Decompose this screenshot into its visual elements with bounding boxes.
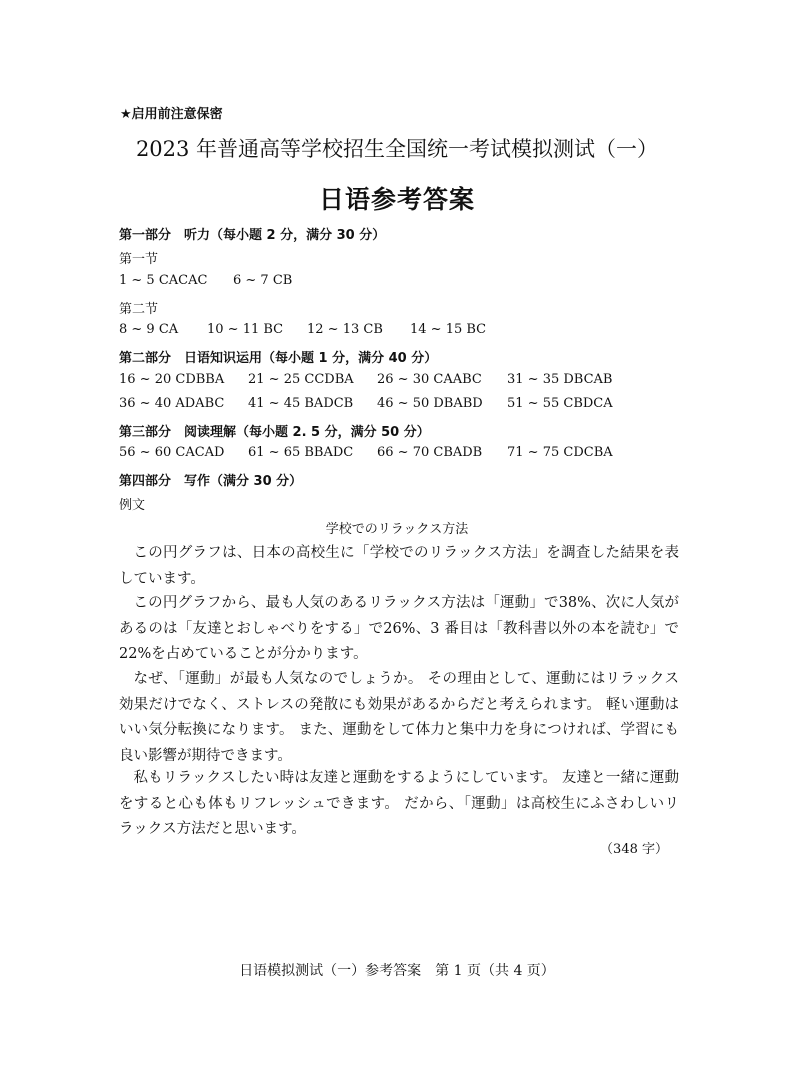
answer-row xyxy=(119,372,612,387)
answer-group: 61 ~ 65 BBADC xyxy=(248,445,354,460)
answer-group: 8 ~ 9 CA xyxy=(119,322,179,337)
part1-section2-label: 第二节 xyxy=(119,302,159,317)
answer-group: 56 ~ 60 CACAD xyxy=(119,445,225,460)
answer-group: 10 ~ 11 BC xyxy=(207,322,284,337)
answer-group: 21 ~ 25 CCDBA xyxy=(248,372,354,387)
example-label: 例文 xyxy=(119,498,146,513)
part1-section1-label: 第一节 xyxy=(119,252,159,267)
answer-group: 12 ~ 13 CB xyxy=(307,322,383,337)
answer-group: 36 ~ 40 ADABC xyxy=(119,396,225,411)
confidential-notice: ★启用前注意保密 xyxy=(120,107,223,122)
answer-group: 26 ~ 30 CAABC xyxy=(377,372,482,387)
page-footer: 日语模拟测试（一）参考答案 第 1 页（共 4 页） xyxy=(239,963,555,979)
essay-paragraph: この円グラフは、日本の高校生に「学校でのリラックス方法」を調査した結果を表しています。 xyxy=(119,545,679,587)
answer-group: 51 ~ 55 CBDCA xyxy=(507,396,613,411)
answer-row xyxy=(119,396,613,411)
answer-row xyxy=(119,322,486,337)
answer-group: 31 ~ 35 DBCAB xyxy=(507,372,613,387)
answer-group: 66 ~ 70 CBADB xyxy=(377,445,483,460)
essay-paragraph: なぜ、「運動」が最も人気なのでしょうか。 その理由として、運動にはリラックス効果だけでなく、ストレスの発散にも効果があるからだと考えられます。 軽い運動はいい気分転換になります。 また、運動をして体力と集中力を身につければ、学習にも良い影響が期待できます。 xyxy=(119,671,679,764)
essay-paragraph: この円グラフから、最も人気のあるリラックス方法は「運動」で38%、次に人気があるのは「友達とおしゃべりをする」で26%、3 番目は「教科書以外の本を読む」で22%を占めていることが分かります。 xyxy=(119,595,679,662)
answer-group: 14 ~ 15 BC xyxy=(410,322,487,337)
part1-heading: 第一部分 听力（每小题 2 分，满分 30 分） xyxy=(119,228,386,243)
page-title: 日语参考答案 xyxy=(318,185,475,214)
character-count: （348 字） xyxy=(600,842,668,857)
answer-group: 71 ~ 75 CDCBA xyxy=(507,445,613,460)
part4-heading: 第四部分 写作（满分 30 分） xyxy=(119,474,303,489)
answer-group: 46 ~ 50 DBABD xyxy=(377,396,483,411)
answer-group: 6 ~ 7 CB xyxy=(233,273,293,288)
essay-paragraph: 私もリラックスしたい時は友達と運動をするようにしています。 友達と一緒に運動をすると心も体もリフレッシュできます。 だから、「運動」は高校生にふさわしいリラックス方法だと思います。 xyxy=(119,770,679,837)
answer-row xyxy=(119,445,613,460)
part2-heading: 第二部分 日语知识运用（每小题 1 分，满分 40 分） xyxy=(119,351,438,366)
exam-title: 2023 年普通高等学校招生全国统一考试模拟测试（一） xyxy=(135,137,659,161)
answer-row xyxy=(119,273,292,288)
answer-group: 16 ~ 20 CDBBA xyxy=(119,372,225,387)
answer-group: 41 ~ 45 BADCB xyxy=(248,396,354,411)
essay-title: 学校でのリラックス方法 xyxy=(325,522,469,537)
part3-heading: 第三部分 阅读理解（每小题 2. 5 分，满分 50 分） xyxy=(119,425,430,440)
answer-group: 1 ~ 5 CACAC xyxy=(119,273,208,288)
